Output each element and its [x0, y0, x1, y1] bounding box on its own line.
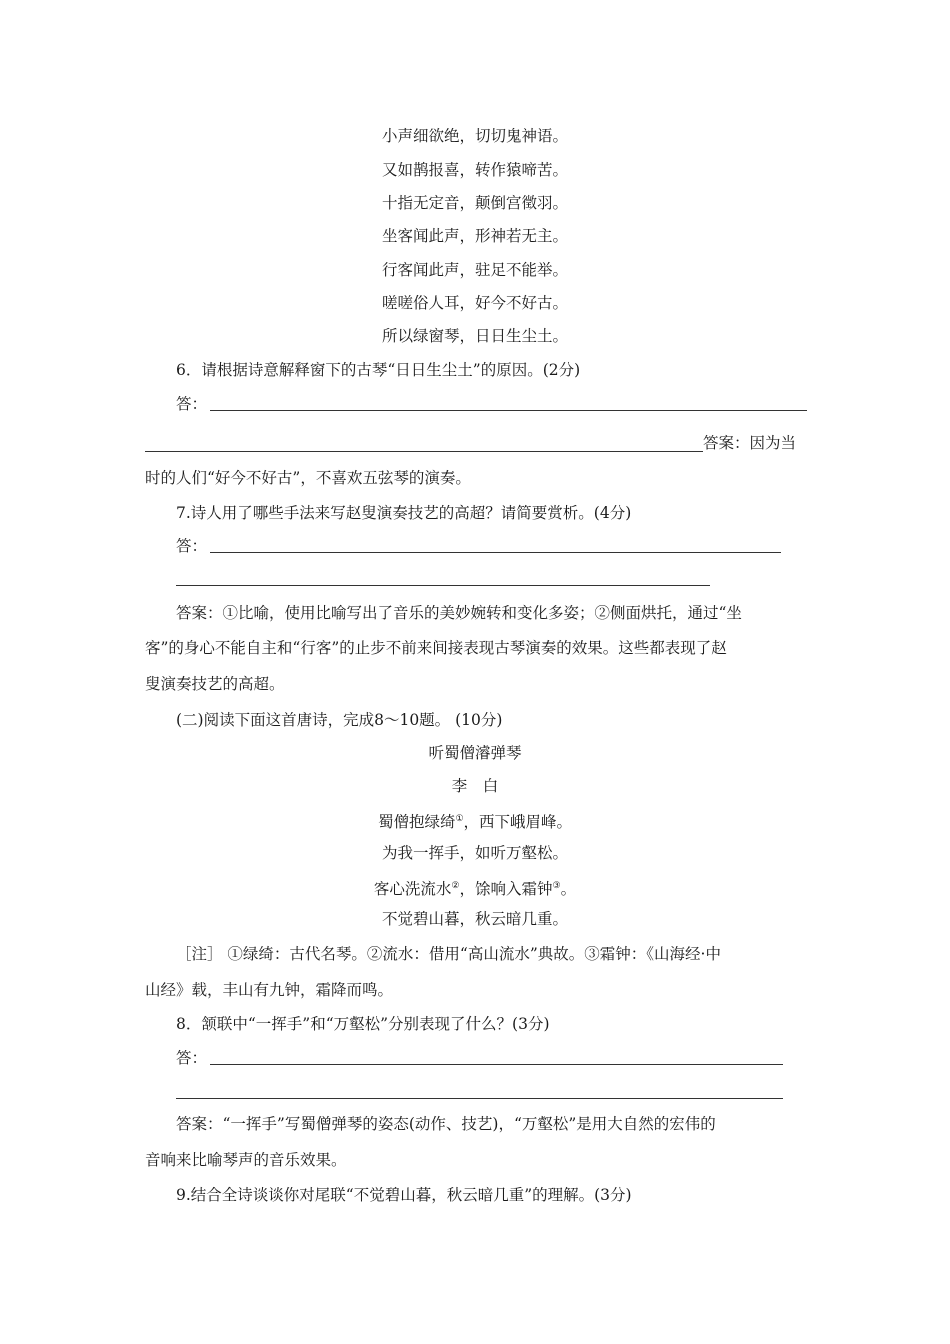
question-9: 9.结合全诗谈谈你对尾联“不觉碧山暮，秋云暗几重”的理解。(3分): [176, 1186, 632, 1204]
answer-blank-line[interactable]: [176, 585, 710, 586]
poem-text: ，馀响入霜钟: [459, 880, 553, 898]
footnote-marker: ②: [451, 881, 460, 891]
poem-title: 听蜀僧濬弹琴: [428, 744, 522, 762]
answer-7-text: 客”的身心不能自主和“行客”的止步不前来间接表现古琴演奏的效果。这些都表现了赵: [145, 639, 727, 657]
poem-notes: 山经》载，丰山有九钟，霜降而鸣。: [145, 981, 394, 999]
poem-author: 李 白: [451, 777, 499, 795]
poem-text: 客心洗流水: [373, 880, 452, 898]
poem-line: 又如鹊报喜，转作猿啼苦。: [381, 161, 568, 179]
footnote-marker: ③: [552, 881, 561, 891]
answer-blank-line[interactable]: [145, 451, 703, 452]
poem-line: 为我一挥手，如听万壑松。: [381, 844, 568, 862]
poem-line: 不觉碧山暮，秋云暗几重。: [381, 910, 568, 928]
answer-6-text: 时的人们“好今不好古”，不喜欢五弦琴的演奏。: [145, 469, 471, 487]
poem-notes: ［注］ ①绿绮：古代名琴。②流水：借用“高山流水”典故。③霜钟：《山海经·中: [176, 945, 721, 963]
poem-line: 小声细欲绝，切切鬼神语。: [381, 127, 568, 145]
poem-line: 所以绿窗琴，日日生尘土。: [381, 327, 568, 345]
poem-text: ，西下峨眉峰。: [463, 813, 573, 831]
section-intro: (二)阅读下面这首唐诗，完成8～10题。 (10分): [176, 711, 503, 729]
poem-text: 。: [560, 880, 577, 898]
poem-line: 十指无定音，颠倒宫徵羽。: [381, 194, 568, 212]
footnote-marker: ①: [455, 814, 464, 824]
answer-blank-line[interactable]: [210, 1064, 783, 1065]
question-8: 8．颔联中“一挥手”和“万壑松”分别表现了什么？(3分): [176, 1015, 550, 1033]
answer-7-text: 叟演奏技艺的高超。: [145, 675, 285, 693]
answer-prompt: 答：: [176, 395, 208, 413]
question-6: 6．请根据诗意解释窗下的古琴“日日生尘土”的原因。(2分): [176, 361, 581, 379]
answer-prompt: 答：: [176, 1049, 208, 1067]
poem-line: 行客闻此声，驻足不能举。: [381, 261, 568, 279]
answer-blank-line[interactable]: [176, 1098, 783, 1099]
answer-8-text: 音响来比喻琴声的音乐效果。: [145, 1151, 347, 1169]
poem-text: 蜀僧抱绿绮: [377, 813, 456, 831]
poem-line: [0, 876, 950, 899]
answer-7-text: 答案：①比喻，使用比喻写出了音乐的美妙婉转和变化多姿；②侧面烘托，通过“坐: [176, 604, 742, 622]
poem-line: [0, 809, 950, 832]
answer-6-label: 答案：因为当: [703, 434, 797, 452]
answer-prompt: 答：: [176, 537, 208, 555]
question-7: 7.诗人用了哪些手法来写赵叟演奏技艺的高超？请简要赏析。(4分): [176, 504, 632, 522]
answer-8-text: 答案：“一挥手”写蜀僧弹琴的姿态(动作、技艺)，“万壑松”是用大自然的宏伟的: [176, 1115, 716, 1133]
poem-line: 嗟嗟俗人耳，好今不好古。: [381, 294, 568, 312]
poem-line: 坐客闻此声，形神若无主。: [381, 227, 568, 245]
answer-blank-line[interactable]: [210, 552, 781, 553]
answer-blank-line[interactable]: [210, 410, 807, 411]
